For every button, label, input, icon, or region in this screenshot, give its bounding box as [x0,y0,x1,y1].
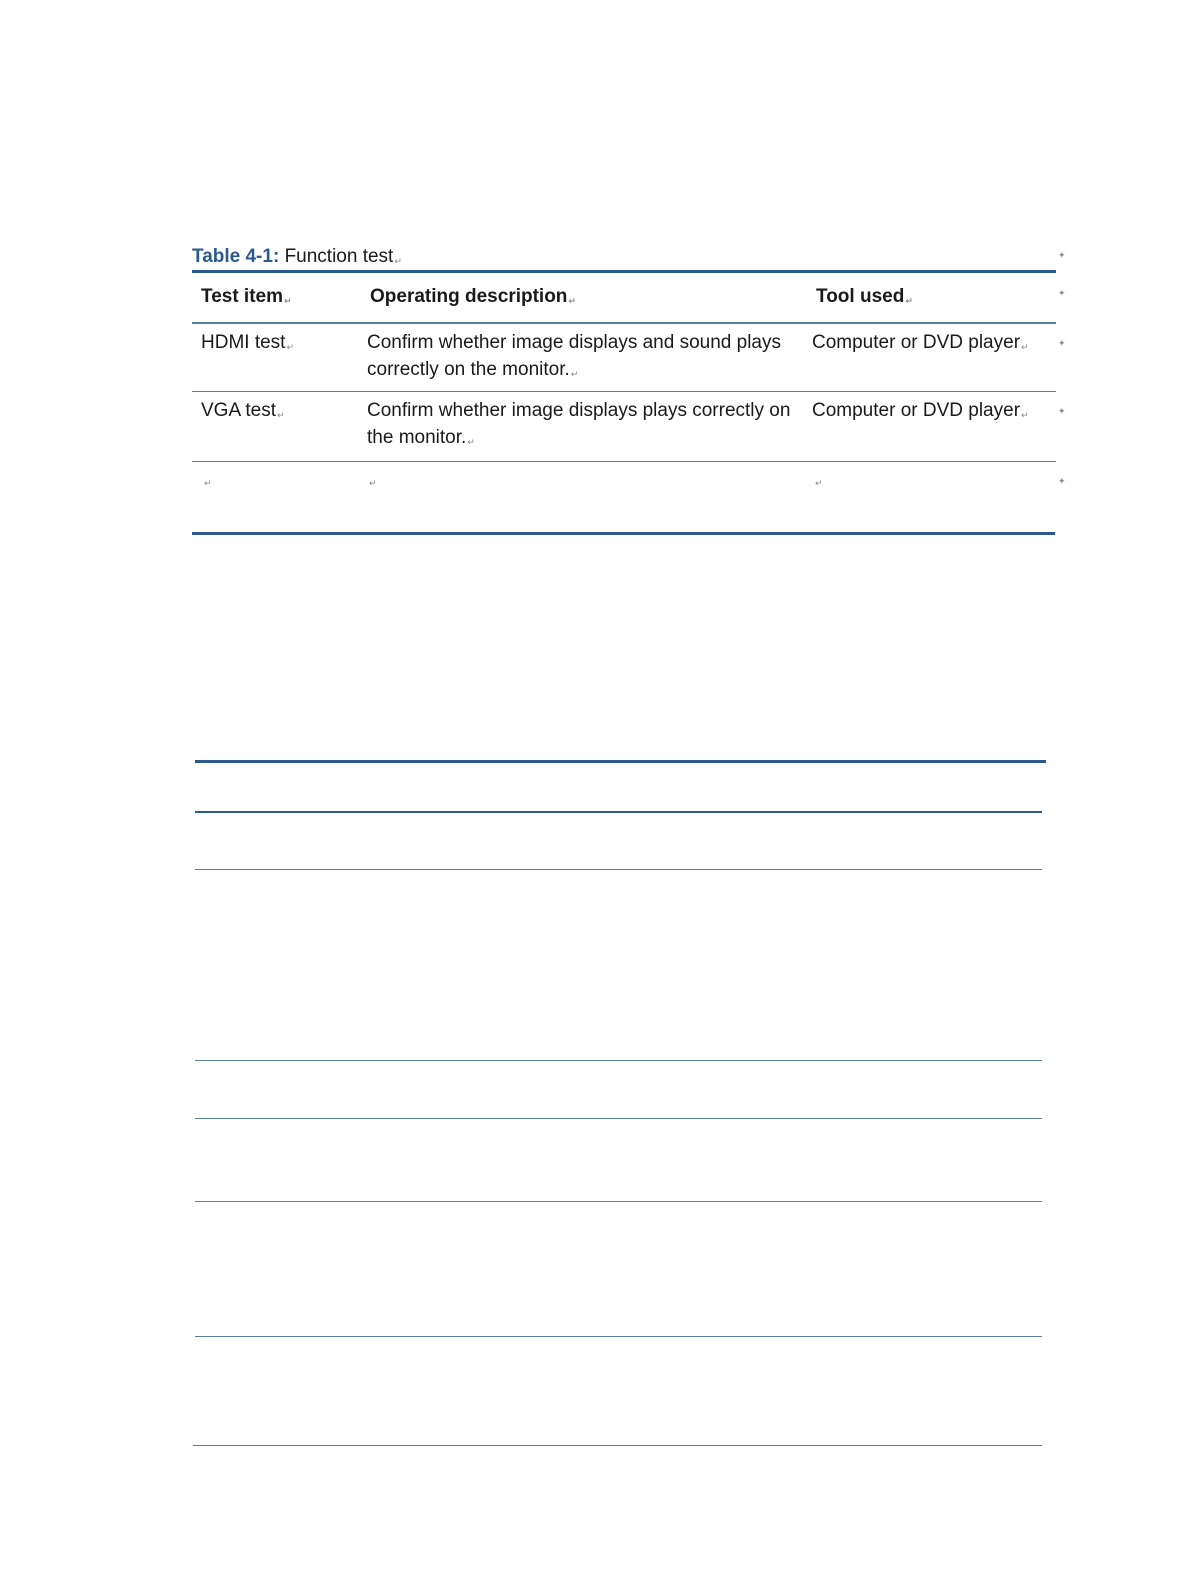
paragraph-mark-icon: ↵ [394,256,402,266]
table-caption [192,245,402,273]
table-row-2-description: Confirm whether image displays plays correctly on the monitor.↵ [367,400,791,448]
table-row-2-tool: Computer or DVD player↵ [812,400,1029,421]
table-row-separator [192,391,1056,392]
table-top-rule [192,270,1056,273]
end-of-row-mark-icon: ✦ [1058,406,1066,416]
table-row-1-description: Confirm whether image displays and sound plays correctly on the monitor.↵ [367,332,781,380]
empty-table-header-rule [195,811,1042,813]
end-of-row-mark-icon: ✦ [1058,338,1066,348]
end-of-row-mark-icon: ✦ [1058,250,1066,260]
empty-table-row-separator [195,869,1042,870]
table-row-1-tool: Computer or DVD player↵ [812,332,1029,353]
table-row-separator [192,461,1056,462]
table-caption-label: Table 4-1: [192,246,280,267]
empty-table-row-separator [195,1336,1042,1337]
paragraph-mark-icon: ↵ [815,478,823,488]
empty-table-row-separator [195,1201,1042,1202]
paragraph-mark-icon: ↵ [204,478,212,488]
end-of-row-mark-icon: ✦ [1058,288,1066,298]
empty-table-row-separator [195,1060,1042,1061]
empty-table-row-separator [195,1118,1042,1119]
header-operating-description: Operating description↵ [370,286,576,307]
table-row-1-item: HDMI test↵ [201,332,294,353]
table-header-rule [192,322,1056,324]
paragraph-mark-icon: ↵ [369,478,377,488]
empty-table-top-rule [195,760,1046,763]
table-caption-text: Function test [284,246,394,267]
end-of-row-mark-icon: ✦ [1058,476,1066,486]
header-test-item: Test item↵ [201,286,292,307]
header-tool-used: Tool used↵ [816,286,913,307]
table-bottom-rule [192,532,1055,535]
table-row-2-item: VGA test↵ [201,400,285,421]
empty-table-bottom-rule [193,1445,1042,1446]
